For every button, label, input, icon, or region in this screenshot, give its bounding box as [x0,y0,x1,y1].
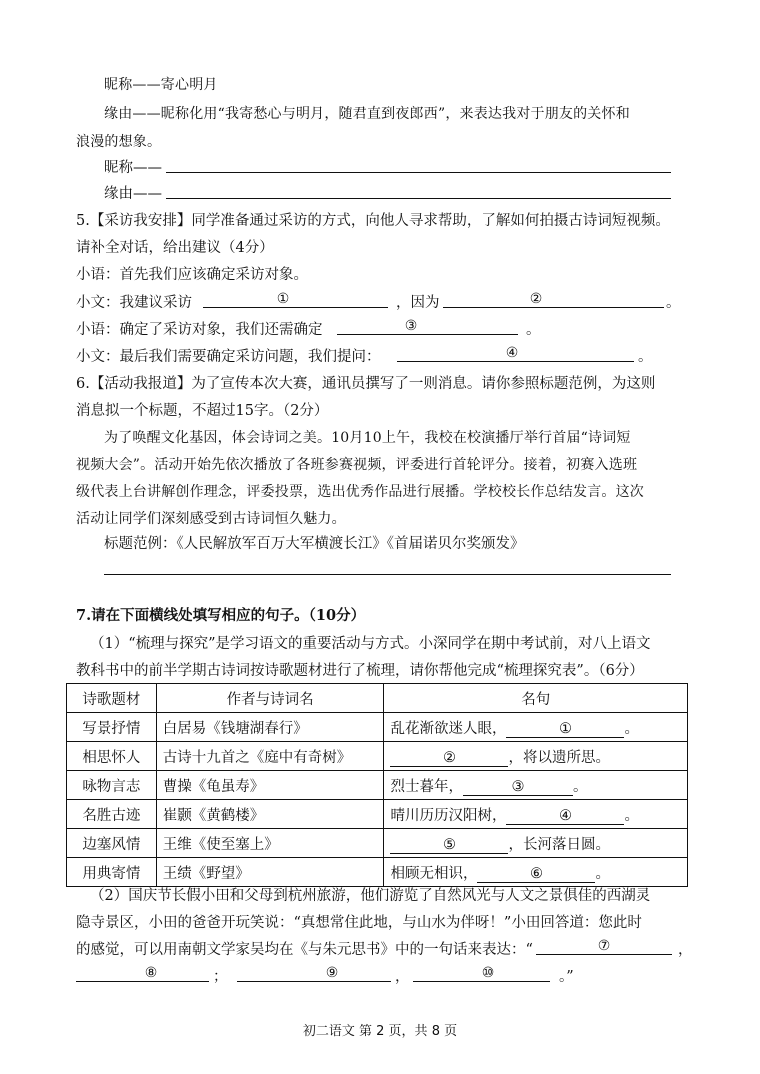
q5-line3: 小语：确定了采访对象，我们还需确定 [76,322,323,338]
table-row [67,829,688,858]
table-row [67,858,688,887]
q7-comma: ， [678,942,693,958]
quote-blank[interactable]: ② [390,750,508,767]
quote-pre: 晴川历历汉阳树， [390,807,507,824]
quote-blank[interactable]: ③ [463,779,573,796]
q5-line4: 小文：最后我们需要确定采访问题，我们提问： [76,349,381,365]
q5-line2-b: ，因为 [396,295,440,311]
q7-part1-line1: （1）“梳理与探究”是学习语文的重要活动与方式。小深同学在期中考试前，对八上语文 [90,636,651,652]
q5-blank1-label: ① [276,291,290,307]
row-theme: 边塞风情 [67,829,157,858]
row-work: 王维《使至塞上》 [156,829,384,858]
table-header-work: 作者与诗词名 [156,684,384,713]
quote-pre: 相顾无相识， [390,865,478,882]
q6-answer-line[interactable] [104,574,671,575]
table-header-row [67,684,688,713]
row-work: 曹操《龟虽寿》 [156,771,384,800]
row-work: 古诗十九首之《庭中有奇树》 [156,742,384,771]
quote-blank[interactable]: ⑤ [390,837,508,854]
quote-post: ，将以遗所思。 [508,749,610,766]
q7-part1-line2: 教科书中的前半学期古诗词按诗歌题材进行了梳理，请你帮他完成“梳理探究表”。（6分） [76,663,644,679]
example-nickname: 昵称——寄心明月 [104,77,218,93]
row-quote [384,742,688,771]
q7-end: 。” [559,969,574,985]
table-row [67,771,688,800]
q5-line3-period: 。 [526,322,541,338]
q5-blank3-label: ③ [404,318,418,334]
row-work: 白居易《钱塘湖春行》 [156,713,384,742]
row-quote [384,829,688,858]
q7-part2-line1: （2）国庆节长假小田和父母到杭州旅游，他们游览了自然风光与人文之景俱佳的西湖灵 [90,888,651,904]
q6-heading-line2: 消息拟一个标题，不超过15字。（2分） [76,403,329,419]
example-reason-line2: 浪漫的想象。 [76,134,162,150]
q7-blank7-line[interactable] [536,954,672,955]
q7-part2-line2: 隐寺景区，小田的爸爸开玩笑说：“真想常住此地，与山水为伴呀！”小田回答道：您此时 [76,915,642,931]
q7-blank8-line[interactable] [76,981,209,982]
quote-blank[interactable]: ④ [506,808,624,825]
table-header-quote: 名句 [384,684,688,713]
q7-blank10-line[interactable] [413,981,550,982]
q5-line2-a: 小文：我建议采访 [76,295,192,311]
row-theme: 相思怀人 [67,742,157,771]
q7-blank9-label: ⑨ [325,965,339,981]
row-quote [384,713,688,742]
q5-blank3-line[interactable] [337,334,518,335]
q5-blank2-line[interactable] [443,307,664,308]
row-quote [384,771,688,800]
quote-post: 。 [572,778,588,795]
row-work: 崔颢《黄鹤楼》 [156,800,384,829]
quote-blank[interactable]: ⑥ [477,866,595,883]
q7-heading: 7.请在下面横线处填写相应的句子。（10分） [76,607,366,624]
q7-blank10-label: ⑩ [481,965,495,981]
q7-blank8-label: ⑧ [144,965,158,981]
q6-passage-line1: 为了唤醒文化基因，体会诗词之美。10月10上午，我校在校演播厅举行首届“诗词短 [104,430,631,446]
page-footer: 初二语文 第 2 页，共 8 页 [302,1024,458,1039]
quote-post: ，长河落日圆。 [508,836,610,853]
q5-line4-period: 。 [638,349,653,365]
example-reason-line1: 缘由——昵称化用“我寄愁心与明月，随君直到夜郎西”，来表达我对于朋友的关怀和 [104,106,630,122]
q5-heading-line2: 请补全对话，给出建议（4分） [76,240,274,256]
quote-pre: 烈士暮年， [390,778,463,795]
q6-heading-line1: 6.【活动我报道】为了宣传本次大赛，通讯员撰写了一则消息。请你参照标题范例，为这则 [76,376,656,392]
quote-post: 。 [595,865,610,882]
q5-blank1-line[interactable] [203,307,388,308]
table-row [67,800,688,829]
row-quote [384,800,688,829]
q6-passage-line2: 视频大会”。活动开始先依次播放了各班参赛视频，评委进行首轮评分。接着，初赛入选班 [76,457,638,473]
q7-semicolon: ； [213,969,228,985]
q7-comma2: ， [395,969,410,985]
row-theme: 咏物言志 [67,771,157,800]
table-header-theme: 诗歌题材 [67,684,157,713]
q5-blank2-label: ② [529,291,543,307]
review-table [66,683,688,887]
q5-blank4-line[interactable] [397,361,634,362]
q5-heading-line1: 5.【采访我安排】同学准备通过采访的方式，向他人寻求帮助，了解如何拍摄古诗词短视频。 [76,213,670,229]
reason-label: 缘由—— [104,186,162,202]
row-theme: 写景抒情 [67,713,157,742]
reason-answer-line[interactable] [166,198,671,199]
nickname-answer-line[interactable] [166,172,671,173]
quote-pre: 乱花渐欲迷人眼， [390,720,507,737]
q6-passage-line3: 级代表上台讲解创作理念，评委投票，选出优秀作品进行展播。学校校长作总结发言。这次 [76,484,644,500]
quote-blank[interactable]: ① [506,721,624,738]
row-theme: 名胜古迹 [67,800,157,829]
q5-blank4-label: ④ [505,345,519,361]
q5-line1: 小语：首先我们应该确定采访对象。 [76,267,308,283]
q6-title-example: 标题范例：《人民解放军百万大军横渡长江》《首届诺贝尔奖颁发》 [104,536,525,552]
row-work: 王绩《野望》 [156,858,384,887]
q5-line2-period: 。 [666,295,681,311]
quote-post: 。 [624,720,639,737]
row-quote [384,858,688,887]
nickname-label: 昵称—— [104,160,162,176]
row-theme: 用典寄情 [67,858,157,887]
table-row [67,742,688,771]
q7-blank7-label: ⑦ [597,938,611,954]
quote-post: 。 [624,807,639,824]
q7-part2-line3: 的感觉，可以用南朝文学家吴均在《与朱元思书》中的一句话来表达：“ [76,942,533,958]
q6-passage-line4: 活动让同学们深刻感受到古诗词恒久魅力。 [76,511,346,527]
q7-blank9-line[interactable] [237,981,391,982]
table-row [67,713,688,742]
